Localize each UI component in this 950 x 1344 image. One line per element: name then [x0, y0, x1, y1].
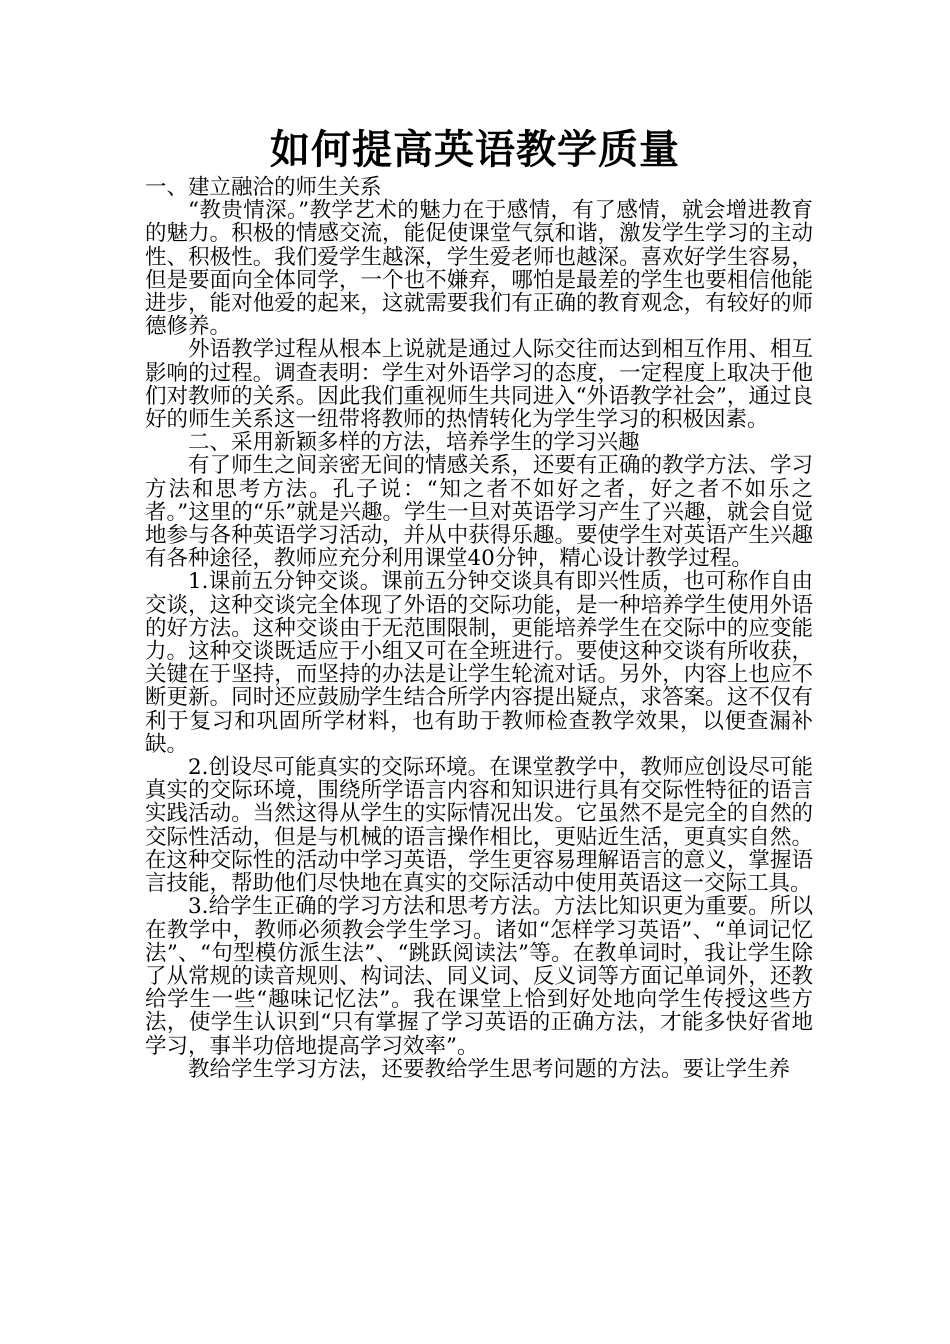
- paragraph-5: 2.创设尽可能真实的交际环境。在课堂教学中，教师应创设尽可能真实的交际环境，围绕所学语言内容和知识进行具有交际性特征的语言实践活动。当然这得从学生的实际情况出发。它虽然不是完全的自然的交际性活动，但是与机械的语言操作相比，更贴近生活，更真实自然。在这种交际性的活动中学习英语，学生更容易理解语言的意义，掌握语言技能，帮助他们尽快地在真实的交际活动中使用英语这一交际工具。: [145, 755, 813, 897]
- paragraph-3: 有了师生之间亲密无间的情感关系，还要有正确的教学方法、学习方法和思考方法。孔子说：“知之者不如好之者，好之者不如乐之者。”这里的“乐”就是兴趣。学生一旦对英语学习产生了兴趣，就会自觉地参与各种英语学习活动，并从中获得乐趣。要使学生对英语产生兴趣有各种途径，教师应充分利用课堂40分钟，精心设计教学过程。: [145, 453, 813, 572]
- paragraph-2: 外语教学过程从根本上说就是通过人际交往而达到相互作用、相互影响的过程。调查表明：学生对外语学习的态度，一定程度上取决于他们对教师的关系。因此我们重视师生共同进入“外语教学社会”，通过良好的师生关系这一纽带将教师的热情转化为学生学习的积极因素。: [145, 337, 813, 433]
- document-title: 如何提高英语教学质量: [270, 126, 680, 173]
- section-heading-1: 一、建立融洽的师生关系: [145, 175, 382, 200]
- paragraph-6: 3.给学生正确的学习方法和思考方法。方法比知识更为重要。所以在教学中，教师必须教会学生学习。诸如“怎样学习英语”、“单词记忆法”、“句型模仿派生法”、“跳跃阅读法”等。在教单词时，我让学生除了从常规的读音规则、构词法、同义词、反义词等方面记单词外，还教给学生一些“趣味记忆法”。我在课堂上恰到好处地向学生传授这些方法，使学生认识到“只有掌握了学习英语的正确方法，才能多快好省地学习，事半功倍地提高学习效率”。: [145, 894, 813, 1059]
- document-body: [145, 176, 813, 1081]
- paragraph-1: “教贵情深。”教学艺术的魅力在于感情，有了感情，就会增进教育的魅力。积极的情感交流，能促使课堂气氛和谐，激发学生学习的主动性、积极性。我们爱学生越深，学生爱老师也越深。喜欢好学生容易，但是要面向全体同学，一个也不嫌弃，哪怕是最差的学生也要相信他能进步，能对他爱的起来，这就需要我们有正确的教育观念，有较好的师德修养。: [145, 198, 813, 340]
- section-heading-2: 二、采用新颖多样的方法，培养学生的学习兴趣: [188, 430, 640, 456]
- paragraph-4: 1.课前五分钟交谈。课前五分钟交谈具有即兴性质，也可称作自由交谈，这种交谈完全体现了外语的交际功能，是一种培养学生使用外语的好方法。这种交谈由于无范围限制，更能培养学生在交际中的应变能力。这种交谈既适应于小组又可在全班进行。要使这种交谈有所收获，关键在于坚持，而坚持的办法是让学生轮流对话。另外，内容上也应不断更新。同时还应鼓励学生结合所学内容提出疑点，求答案。这不仅有利于复习和巩固所学材料，也有助于教师检查教学效果，以便查漏补缺。: [145, 569, 813, 757]
- paragraph-7: 教给学生学习方法，还要教给学生思考问题的方法。要让学生养: [188, 1056, 791, 1082]
